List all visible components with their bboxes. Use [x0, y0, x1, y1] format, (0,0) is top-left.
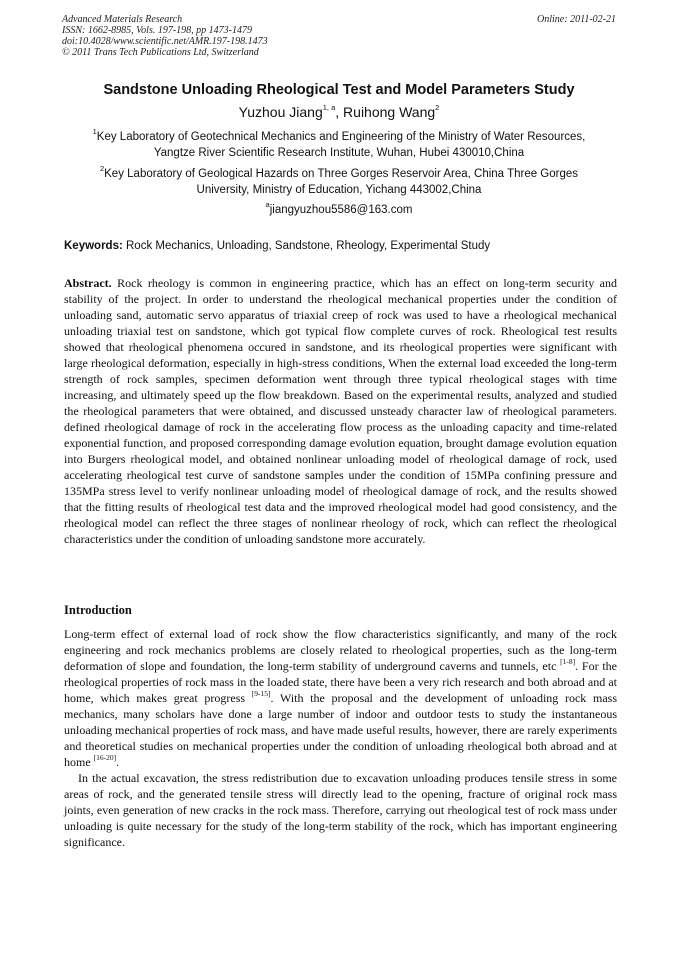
author-superscript: 2	[435, 103, 440, 113]
doi: doi:10.4028/www.scientific.net/AMR.197-198.1473	[62, 36, 268, 47]
author-name: Ruihong Wang	[343, 104, 436, 120]
affiliation-line: Key Laboratory of Geological Hazards on Three Gorges Reservoir Area, China Three Gorges	[104, 168, 579, 180]
paragraph-text: . For the rheological properties of rock mass in the loaded state, there have been a very rich research and both abroad and at home, which makes great progress	[64, 659, 617, 705]
abstract	[64, 275, 617, 547]
paragraph: In the actual excavation, the stress redistribution due to excavation unloading produces tensile stress in some areas of rock, and the generated tensile stress will directly lead to the opening, fracture of original rock mass joints, even generation of new cracks in the rock mass. Therefore, carrying out rheological test of rock mass under unloading is quite necessary for the study of the long-term stability of the rock, which has important engineering significance.	[64, 771, 617, 849]
keywords-label: Keywords:	[64, 240, 123, 252]
author-email	[40, 202, 638, 218]
affiliation-2	[30, 166, 648, 198]
email-superscript: a	[265, 200, 270, 210]
author-name: Yuzhou Jiang	[238, 104, 323, 120]
author-list	[40, 103, 638, 121]
keywords-text: Rock Mechanics, Unloading, Sandstone, Rheology, Experimental Study	[122, 240, 491, 252]
abstract-label: Abstract.	[64, 276, 112, 290]
author-superscript: 1, a	[322, 103, 336, 113]
journal-header	[62, 14, 616, 58]
citation: [1-8]	[560, 657, 576, 666]
affiliation-superscript: 2	[99, 164, 105, 174]
author-separator: ,	[335, 104, 344, 120]
paper-title: Sandstone Unloading Rheological Test and Model Parameters Study	[103, 82, 575, 98]
paragraph	[64, 626, 617, 770]
online-date: Online: 2011-02-21	[537, 14, 616, 25]
affiliation-superscript: 1	[92, 127, 97, 137]
issn: ISSN: 1662-8985, Vols. 197-198, pp 1473-1479	[62, 25, 252, 36]
journal-name: Advanced Materials Research	[62, 14, 183, 25]
paragraph-text: Long-term effect of external load of rock show the flow characteristics significantly, and many of the rock engineering and rock mechanics problems are closely related to rheological properties, such as the long-term deformation of slope and foundation, the long-term stability of underground caverns and tunnels, etc	[64, 627, 617, 673]
citation: [16-20]	[93, 753, 117, 762]
citation: [9-15]	[251, 689, 271, 698]
section-heading-introduction: Introduction	[64, 603, 132, 617]
affiliation-line: Key Laboratory of Geotechnical Mechanics and Engineering of the Ministry of Water Resources,	[96, 131, 586, 143]
affiliation-line: University, Ministry of Education, Yichang 443002,China	[196, 184, 482, 196]
paragraph-text: .	[116, 755, 120, 769]
keywords	[64, 238, 618, 254]
introduction-body	[64, 626, 617, 850]
copyright: © 2011 Trans Tech Publications Ltd, Switzerland	[62, 47, 259, 58]
affiliation-line: Yangtze River Scientific Research Institute, Wuhan, Hubei 430010,China	[153, 147, 525, 159]
paragraph-text: . With the proposal and the development of unloading rock mass mechanics, many scholars have done a large number of indoor and outdoor tests to study the instantaneous unloading mechanical properties of rock mass, and have made useful results, however, there are rarely experiments and theoretical studies on mechanical properties under the condition of unloading rheological both abroad and at home	[64, 691, 617, 769]
affiliation-1	[30, 129, 648, 161]
email-address: jiangyuzhou5586@163.com	[269, 204, 413, 216]
abstract-text: Rock rheology is common in engineering practice, which has an effect on long-term security and stability of the project. In order to understand the rheological mechanical properties under the condition of unloading sand, automatic servo apparatus of triaxial creep of rock was used to have a rheological mechanical unloading triaxial test on sandstone, which got typical flow complete curves of rock. Rheological test results showed that rheological phenomena occured in sandstone, and its rheological properties were significant with large rheological deformation, especially in high-stress conditions, When the external load exceeded the long-term strength of rock samples, specimen deformation went through three typical rheological stages with time increasing, and ultimately speed up the flow breakdown. Based on the experimental results, analyzed and studied the rheological parameters that were obtained, and discussed unsteady character law of rheological parameters. defined rheological damage of rock in the accelerating flow process as the unloading capacity and time-related exponential function, and proposed corresponding damage evolution equation, brought damage evolution equation into Burgers rheological model, and obtained nonlinear unloading model of rheological damage of rock, used accelerating rheological test curve of sandstone samples under the condition of 15MPa confining pressure and 135MPa stress level to verify nonlinear unloading model of rheological damage of rock, and the results showed that the fitting results of rheological test data and the improved rheological model had good consistency, and the rheological model can reflect the three stages of nonlinear rheology of rock, which can reflect the rheological characteristics under the condition of unloading sandstone more accurately.	[64, 276, 617, 546]
